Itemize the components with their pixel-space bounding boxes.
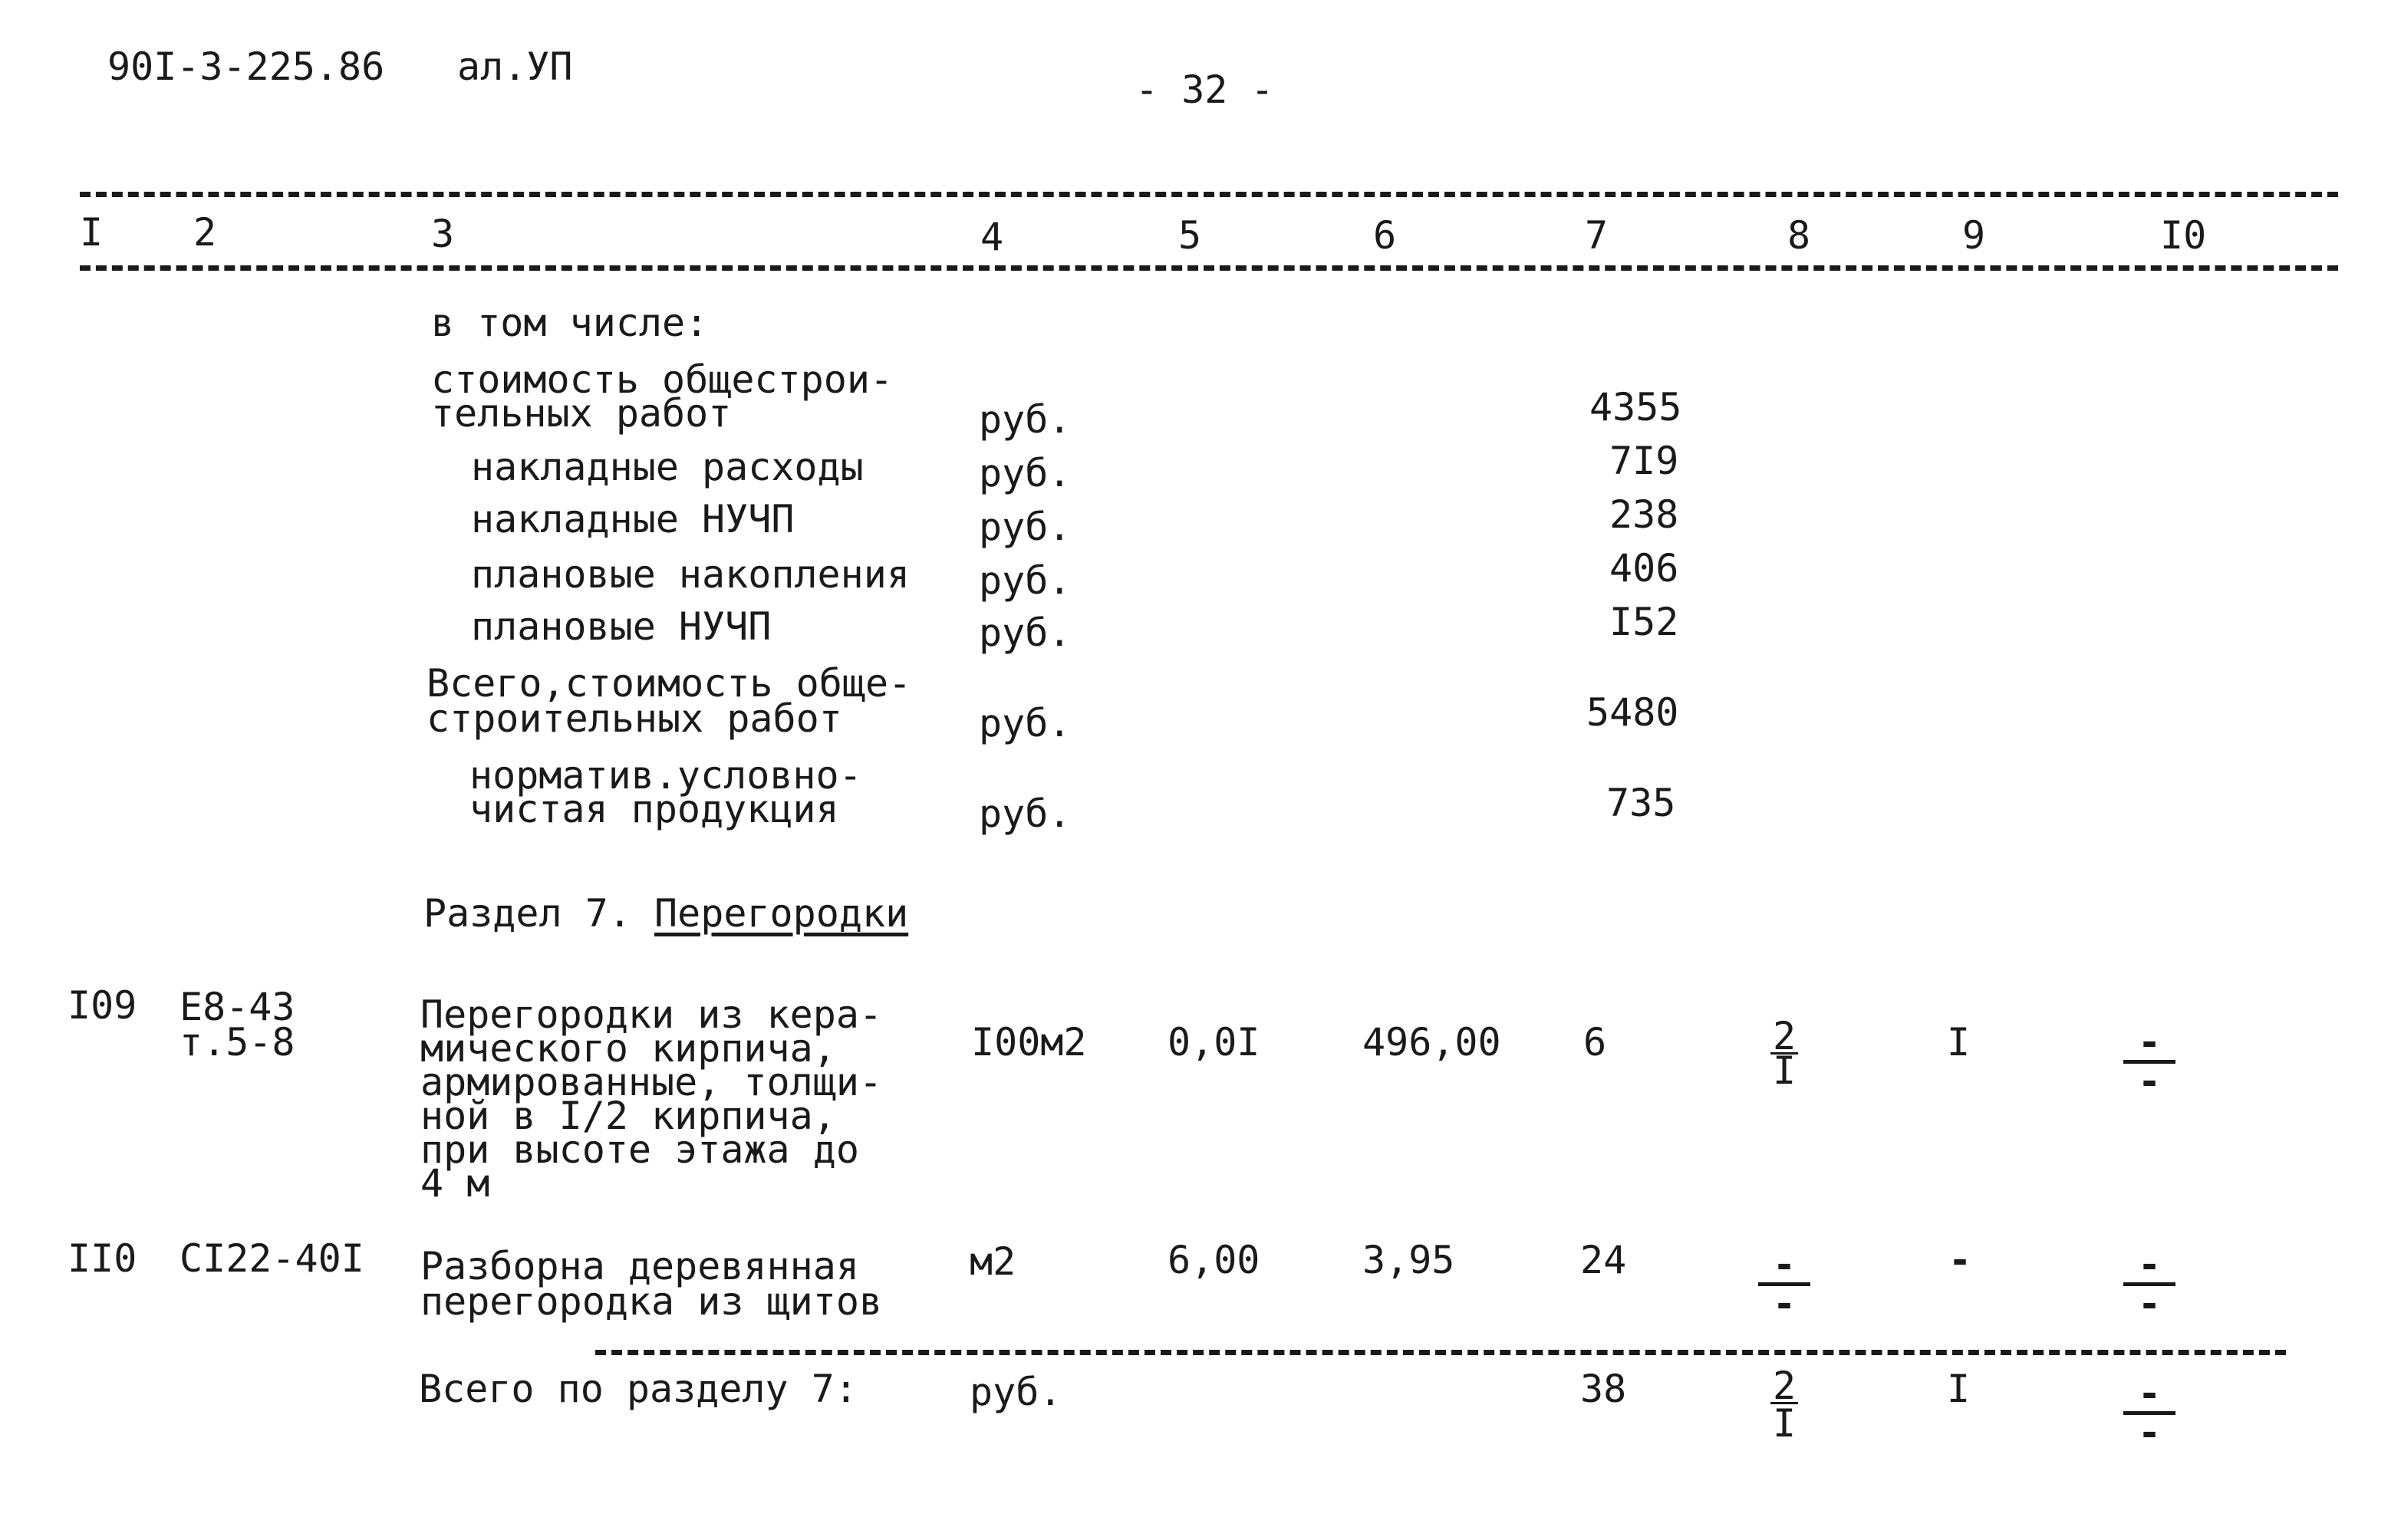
col8-fraction (1754, 1014, 1815, 1093)
col10-fraction (2119, 1242, 2180, 1326)
general-cost-label-line2: тельных работ (431, 391, 732, 436)
row-number: I09 (68, 983, 137, 1028)
col9-cell: - (1948, 1238, 1972, 1282)
total-general-unit: руб. (979, 701, 1072, 745)
norm-code: СI22-40I (179, 1236, 364, 1281)
col9-cell: I (1947, 1367, 1971, 1411)
col8-denominator: I (1772, 1048, 1797, 1093)
column-header-9: 9 (1962, 213, 1986, 258)
unit-cell: м2 (970, 1239, 1016, 1284)
overhead-nuchp-label: накладные НУЧП (471, 497, 795, 541)
col10-bottom: - (2137, 1282, 2162, 1326)
norm-code-table: т.5-8 (179, 1020, 295, 1065)
album-label: ал.УП (457, 44, 573, 89)
work-description-line2: мического кирпича, (420, 1026, 836, 1071)
col8-top: - (1772, 1242, 1797, 1287)
section-heading (423, 891, 909, 936)
section-total-unit: руб. (970, 1370, 1062, 1414)
planned-savings-value: 406 (1609, 546, 1679, 591)
quantity-cell: 6,00 (1168, 1238, 1260, 1282)
column-header-10: I0 (2160, 213, 2207, 258)
planned-savings-label: плановые накопления (471, 552, 910, 597)
section-total-rule (595, 1350, 2286, 1355)
normative-unit: руб. (979, 791, 1072, 836)
planned-nuchp-label: плановые НУЧП (471, 604, 772, 649)
general-cost-label-line1: стоимость общестрои- (431, 357, 894, 402)
work-description-line3: армированные, толщи- (420, 1060, 883, 1104)
col10-bottom: - (2137, 1410, 2162, 1455)
norm-code: Е8-43 (179, 985, 295, 1029)
unit-cell: I00м2 (971, 1020, 1087, 1065)
normative-label-line2: чистая продукция (469, 787, 839, 831)
work-description-line1: Перегородки из кера- (420, 992, 883, 1037)
column-header-1: I (80, 210, 104, 255)
col8-numerator: 2 (1772, 1364, 1797, 1408)
col8-denominator: I (1772, 1401, 1797, 1446)
col10-fraction (2119, 1020, 2180, 1104)
col8-fraction (1754, 1364, 1815, 1446)
section-total-cost: 38 (1580, 1367, 1627, 1411)
quantity-cell: 0,0I (1168, 1020, 1260, 1065)
col8-numerator: 2 (1772, 1014, 1797, 1058)
col10-fraction (2119, 1371, 2180, 1455)
normative-value: 735 (1606, 781, 1676, 825)
section-title: Перегородки (654, 891, 909, 936)
total-general-label-line2: строительных работ (427, 696, 842, 741)
section-total-label: Всего по разделу 7: (419, 1367, 858, 1411)
column-header-6: 6 (1373, 213, 1397, 258)
overhead-label: накладные расходы (471, 445, 864, 489)
normative-label-line1: норматив.условно- (469, 753, 862, 798)
total-general-label-line1: Всего,стоимость обще- (427, 661, 912, 706)
total-general-value: 5480 (1586, 690, 1679, 735)
planned-nuchp-unit: руб. (979, 610, 1072, 655)
col8-fraction (1754, 1242, 1815, 1326)
section-prefix: Раздел 7. (423, 891, 631, 936)
planned-savings-unit: руб. (979, 558, 1072, 603)
overhead-unit: руб. (979, 451, 1072, 495)
unit-price-cell: 3,95 (1362, 1238, 1455, 1282)
page-number: - 32 - (1135, 67, 1274, 112)
total-cost-cell: 6 (1583, 1020, 1607, 1065)
general-cost-unit: руб. (979, 397, 1072, 442)
document-code: 90I-3-225.86 (107, 44, 385, 89)
total-cost-cell: 24 (1580, 1238, 1627, 1282)
col10-top: - (2137, 1242, 2162, 1287)
col8-bottom: - (1772, 1282, 1797, 1326)
unit-price-cell: 496,00 (1362, 1020, 1501, 1065)
col10-top: - (2137, 1371, 2162, 1416)
row-number: II0 (68, 1236, 137, 1281)
header-bottom-rule (80, 265, 2338, 271)
work-description-line6: 4 м (420, 1161, 490, 1206)
col10-top: - (2137, 1020, 2162, 1065)
work-description-line5: при высоте этажа до (420, 1127, 859, 1172)
overhead-value: 7I9 (1609, 439, 1679, 483)
breakdown-heading: в том числе: (431, 301, 709, 345)
overhead-nuchp-unit: руб. (979, 505, 1072, 549)
column-header-4: 4 (980, 215, 1004, 259)
general-cost-value: 4355 (1589, 385, 1682, 429)
work-description-line2: перегородка из щитов (420, 1279, 883, 1324)
column-header-8: 8 (1787, 213, 1811, 258)
header-top-rule (80, 192, 2338, 197)
column-header-3: 3 (431, 212, 455, 256)
overhead-nuchp-value: 238 (1609, 492, 1679, 537)
col10-bottom: - (2137, 1059, 2162, 1104)
planned-nuchp-value: I52 (1609, 600, 1679, 644)
column-header-2: 2 (193, 210, 217, 255)
work-description-line4: ной в I/2 кирпича, (420, 1094, 836, 1138)
column-header-7: 7 (1585, 213, 1609, 258)
column-header-5: 5 (1178, 213, 1202, 258)
work-description-line1: Разборна деревянная (420, 1244, 859, 1288)
col9-cell: I (1947, 1020, 1971, 1065)
